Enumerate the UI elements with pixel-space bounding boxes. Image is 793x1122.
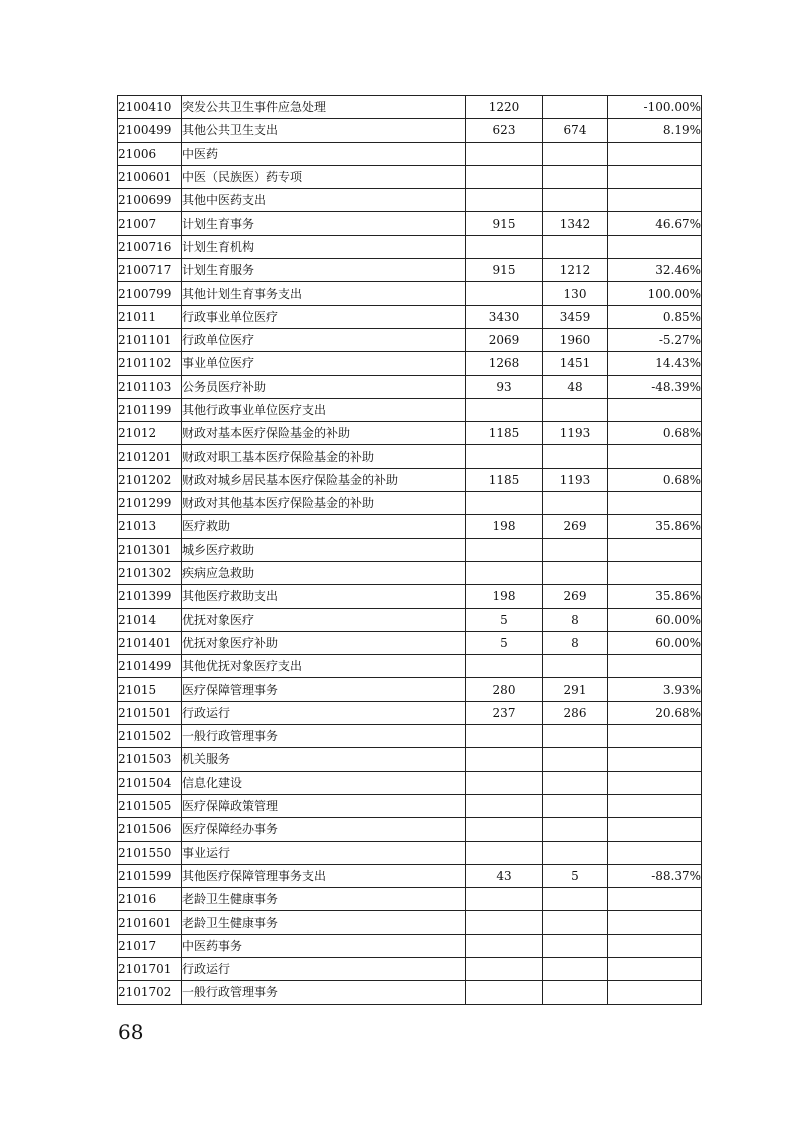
change-pct-cell bbox=[608, 165, 702, 188]
value-2-cell bbox=[543, 748, 608, 771]
change-pct-cell: 3.93% bbox=[608, 678, 702, 701]
page-number: 68 bbox=[118, 1020, 144, 1044]
value-2-cell: 5 bbox=[543, 864, 608, 887]
change-pct-cell bbox=[608, 957, 702, 980]
value-1-cell: 915 bbox=[466, 259, 543, 282]
code-cell: 2101501 bbox=[118, 701, 182, 724]
value-1-cell: 915 bbox=[466, 212, 543, 235]
code-cell: 21016 bbox=[118, 888, 182, 911]
table-row bbox=[118, 888, 702, 911]
code-cell: 2101399 bbox=[118, 585, 182, 608]
table-row bbox=[118, 142, 702, 165]
value-2-cell bbox=[543, 771, 608, 794]
item-name-cell: 其他公共卫生支出 bbox=[182, 119, 466, 142]
value-2-cell: 8 bbox=[543, 608, 608, 631]
item-name-cell: 其他医疗保障管理事务支出 bbox=[182, 864, 466, 887]
value-1-cell: 5 bbox=[466, 631, 543, 654]
value-2-cell: 269 bbox=[543, 585, 608, 608]
table-row bbox=[118, 398, 702, 421]
code-cell: 2101201 bbox=[118, 445, 182, 468]
value-1-cell bbox=[466, 981, 543, 1004]
table-row bbox=[118, 794, 702, 817]
value-2-cell: 3459 bbox=[543, 305, 608, 328]
change-pct-cell: -5.27% bbox=[608, 328, 702, 351]
value-1-cell bbox=[466, 189, 543, 212]
value-1-cell bbox=[466, 934, 543, 957]
value-2-cell: 1451 bbox=[543, 352, 608, 375]
item-name-cell: 优抚对象医疗补助 bbox=[182, 631, 466, 654]
table-row bbox=[118, 235, 702, 258]
change-pct-cell: 8.19% bbox=[608, 119, 702, 142]
table-row bbox=[118, 818, 702, 841]
change-pct-cell bbox=[608, 492, 702, 515]
table-row bbox=[118, 585, 702, 608]
value-2-cell bbox=[543, 235, 608, 258]
table-row bbox=[118, 492, 702, 515]
value-1-cell bbox=[466, 445, 543, 468]
code-cell: 2101505 bbox=[118, 794, 182, 817]
table-row bbox=[118, 911, 702, 934]
item-name-cell: 计划生育服务 bbox=[182, 259, 466, 282]
value-1-cell: 1220 bbox=[466, 96, 543, 119]
code-cell: 2101601 bbox=[118, 911, 182, 934]
table-row bbox=[118, 864, 702, 887]
item-name-cell: 老龄卫生健康事务 bbox=[182, 888, 466, 911]
change-pct-cell bbox=[608, 981, 702, 1004]
value-1-cell: 280 bbox=[466, 678, 543, 701]
code-cell: 21006 bbox=[118, 142, 182, 165]
value-1-cell bbox=[466, 794, 543, 817]
value-1-cell bbox=[466, 538, 543, 561]
code-cell: 2101504 bbox=[118, 771, 182, 794]
item-name-cell: 一般行政管理事务 bbox=[182, 981, 466, 1004]
item-name-cell: 城乡医疗救助 bbox=[182, 538, 466, 561]
item-name-cell: 其他中医药支出 bbox=[182, 189, 466, 212]
budget-table bbox=[117, 95, 702, 1005]
change-pct-cell: 60.00% bbox=[608, 631, 702, 654]
change-pct-cell bbox=[608, 235, 702, 258]
change-pct-cell: 46.67% bbox=[608, 212, 702, 235]
change-pct-cell: 32.46% bbox=[608, 259, 702, 282]
code-cell: 21014 bbox=[118, 608, 182, 631]
value-2-cell bbox=[543, 561, 608, 584]
change-pct-cell bbox=[608, 771, 702, 794]
item-name-cell: 一般行政管理事务 bbox=[182, 725, 466, 748]
change-pct-cell bbox=[608, 794, 702, 817]
table-body bbox=[118, 96, 702, 1005]
change-pct-cell: -100.00% bbox=[608, 96, 702, 119]
value-1-cell bbox=[466, 818, 543, 841]
item-name-cell: 行政运行 bbox=[182, 957, 466, 980]
item-name-cell: 中医（民族医）药专项 bbox=[182, 165, 466, 188]
change-pct-cell bbox=[608, 142, 702, 165]
code-cell: 2101103 bbox=[118, 375, 182, 398]
item-name-cell: 其他计划生育事务支出 bbox=[182, 282, 466, 305]
code-cell: 2101503 bbox=[118, 748, 182, 771]
value-2-cell: 1342 bbox=[543, 212, 608, 235]
code-cell: 2101302 bbox=[118, 561, 182, 584]
change-pct-cell: -48.39% bbox=[608, 375, 702, 398]
code-cell: 21017 bbox=[118, 934, 182, 957]
code-cell: 21012 bbox=[118, 422, 182, 445]
code-cell: 21015 bbox=[118, 678, 182, 701]
value-2-cell bbox=[543, 398, 608, 421]
value-1-cell bbox=[466, 165, 543, 188]
item-name-cell: 信息化建设 bbox=[182, 771, 466, 794]
value-2-cell: 269 bbox=[543, 515, 608, 538]
table-row bbox=[118, 608, 702, 631]
table-row bbox=[118, 189, 702, 212]
item-name-cell: 医疗保障管理事务 bbox=[182, 678, 466, 701]
item-name-cell: 事业运行 bbox=[182, 841, 466, 864]
value-1-cell: 3430 bbox=[466, 305, 543, 328]
value-1-cell: 1185 bbox=[466, 422, 543, 445]
value-2-cell bbox=[543, 142, 608, 165]
value-1-cell bbox=[466, 561, 543, 584]
change-pct-cell bbox=[608, 398, 702, 421]
value-2-cell bbox=[543, 538, 608, 561]
value-2-cell bbox=[543, 96, 608, 119]
item-name-cell: 其他优抚对象医疗支出 bbox=[182, 655, 466, 678]
item-name-cell: 医疗保障经办事务 bbox=[182, 818, 466, 841]
item-name-cell: 计划生育机构 bbox=[182, 235, 466, 258]
table-row bbox=[118, 538, 702, 561]
code-cell: 2101702 bbox=[118, 981, 182, 1004]
value-1-cell: 623 bbox=[466, 119, 543, 142]
table-row bbox=[118, 748, 702, 771]
item-name-cell: 行政单位医疗 bbox=[182, 328, 466, 351]
item-name-cell: 行政事业单位医疗 bbox=[182, 305, 466, 328]
value-2-cell bbox=[543, 934, 608, 957]
change-pct-cell bbox=[608, 189, 702, 212]
change-pct-cell bbox=[608, 445, 702, 468]
value-1-cell bbox=[466, 142, 543, 165]
item-name-cell: 优抚对象医疗 bbox=[182, 608, 466, 631]
table-row bbox=[118, 259, 702, 282]
code-cell: 2101499 bbox=[118, 655, 182, 678]
item-name-cell: 行政运行 bbox=[182, 701, 466, 724]
change-pct-cell: 60.00% bbox=[608, 608, 702, 631]
item-name-cell: 其他行政事业单位医疗支出 bbox=[182, 398, 466, 421]
value-2-cell bbox=[543, 165, 608, 188]
change-pct-cell bbox=[608, 934, 702, 957]
code-cell: 21011 bbox=[118, 305, 182, 328]
value-2-cell bbox=[543, 911, 608, 934]
change-pct-cell: 0.85% bbox=[608, 305, 702, 328]
table-row bbox=[118, 515, 702, 538]
value-2-cell: 130 bbox=[543, 282, 608, 305]
item-name-cell: 财政对基本医疗保险基金的补助 bbox=[182, 422, 466, 445]
value-2-cell bbox=[543, 725, 608, 748]
code-cell: 2100716 bbox=[118, 235, 182, 258]
value-1-cell bbox=[466, 841, 543, 864]
code-cell: 2101550 bbox=[118, 841, 182, 864]
item-name-cell: 医疗救助 bbox=[182, 515, 466, 538]
item-name-cell: 疾病应急救助 bbox=[182, 561, 466, 584]
value-1-cell bbox=[466, 282, 543, 305]
change-pct-cell bbox=[608, 655, 702, 678]
value-1-cell: 93 bbox=[466, 375, 543, 398]
table-row bbox=[118, 352, 702, 375]
table-row bbox=[118, 422, 702, 445]
code-cell: 2101102 bbox=[118, 352, 182, 375]
value-1-cell bbox=[466, 957, 543, 980]
change-pct-cell bbox=[608, 748, 702, 771]
code-cell: 2100699 bbox=[118, 189, 182, 212]
value-2-cell bbox=[543, 655, 608, 678]
value-2-cell: 1212 bbox=[543, 259, 608, 282]
code-cell: 2101502 bbox=[118, 725, 182, 748]
table-row bbox=[118, 725, 702, 748]
change-pct-cell: 0.68% bbox=[608, 468, 702, 491]
value-2-cell bbox=[543, 492, 608, 515]
change-pct-cell bbox=[608, 538, 702, 561]
change-pct-cell bbox=[608, 725, 702, 748]
value-2-cell: 1193 bbox=[543, 422, 608, 445]
table-row bbox=[118, 305, 702, 328]
value-1-cell: 198 bbox=[466, 585, 543, 608]
code-cell: 2101701 bbox=[118, 957, 182, 980]
table-row bbox=[118, 655, 702, 678]
table-row bbox=[118, 678, 702, 701]
value-1-cell bbox=[466, 748, 543, 771]
value-2-cell: 1193 bbox=[543, 468, 608, 491]
table-row bbox=[118, 957, 702, 980]
table-row bbox=[118, 561, 702, 584]
value-2-cell: 8 bbox=[543, 631, 608, 654]
value-2-cell bbox=[543, 841, 608, 864]
value-1-cell bbox=[466, 725, 543, 748]
code-cell: 2101199 bbox=[118, 398, 182, 421]
change-pct-cell bbox=[608, 888, 702, 911]
value-1-cell bbox=[466, 235, 543, 258]
change-pct-cell bbox=[608, 841, 702, 864]
table-row bbox=[118, 328, 702, 351]
item-name-cell: 财政对城乡居民基本医疗保险基金的补助 bbox=[182, 468, 466, 491]
table-row bbox=[118, 631, 702, 654]
change-pct-cell: 14.43% bbox=[608, 352, 702, 375]
item-name-cell: 老龄卫生健康事务 bbox=[182, 911, 466, 934]
value-2-cell: 1960 bbox=[543, 328, 608, 351]
value-2-cell bbox=[543, 957, 608, 980]
value-2-cell bbox=[543, 794, 608, 817]
value-2-cell: 48 bbox=[543, 375, 608, 398]
value-2-cell bbox=[543, 888, 608, 911]
value-2-cell bbox=[543, 981, 608, 1004]
table-row bbox=[118, 841, 702, 864]
code-cell: 2100410 bbox=[118, 96, 182, 119]
code-cell: 2101599 bbox=[118, 864, 182, 887]
table-row bbox=[118, 701, 702, 724]
value-1-cell bbox=[466, 655, 543, 678]
code-cell: 2101401 bbox=[118, 631, 182, 654]
change-pct-cell: 35.86% bbox=[608, 515, 702, 538]
change-pct-cell bbox=[608, 818, 702, 841]
code-cell: 2100799 bbox=[118, 282, 182, 305]
change-pct-cell bbox=[608, 911, 702, 934]
value-1-cell bbox=[466, 492, 543, 515]
change-pct-cell bbox=[608, 561, 702, 584]
item-name-cell: 其他医疗救助支出 bbox=[182, 585, 466, 608]
code-cell: 21013 bbox=[118, 515, 182, 538]
change-pct-cell: 100.00% bbox=[608, 282, 702, 305]
item-name-cell: 财政对其他基本医疗保险基金的补助 bbox=[182, 492, 466, 515]
table-row bbox=[118, 96, 702, 119]
item-name-cell: 中医药事务 bbox=[182, 934, 466, 957]
table-row bbox=[118, 282, 702, 305]
table-row bbox=[118, 212, 702, 235]
code-cell: 2100717 bbox=[118, 259, 182, 282]
change-pct-cell: 0.68% bbox=[608, 422, 702, 445]
table-row bbox=[118, 375, 702, 398]
table-row bbox=[118, 165, 702, 188]
value-1-cell bbox=[466, 888, 543, 911]
item-name-cell: 公务员医疗补助 bbox=[182, 375, 466, 398]
code-cell: 2101301 bbox=[118, 538, 182, 561]
value-1-cell: 198 bbox=[466, 515, 543, 538]
item-name-cell: 中医药 bbox=[182, 142, 466, 165]
change-pct-cell: -88.37% bbox=[608, 864, 702, 887]
value-1-cell bbox=[466, 398, 543, 421]
value-1-cell: 43 bbox=[466, 864, 543, 887]
value-2-cell: 286 bbox=[543, 701, 608, 724]
code-cell: 2100601 bbox=[118, 165, 182, 188]
table-row bbox=[118, 119, 702, 142]
change-pct-cell: 35.86% bbox=[608, 585, 702, 608]
change-pct-cell: 20.68% bbox=[608, 701, 702, 724]
value-2-cell: 291 bbox=[543, 678, 608, 701]
value-1-cell: 237 bbox=[466, 701, 543, 724]
item-name-cell: 机关服务 bbox=[182, 748, 466, 771]
value-1-cell: 1185 bbox=[466, 468, 543, 491]
table-row bbox=[118, 934, 702, 957]
value-1-cell: 5 bbox=[466, 608, 543, 631]
code-cell: 21007 bbox=[118, 212, 182, 235]
code-cell: 2101101 bbox=[118, 328, 182, 351]
value-2-cell: 674 bbox=[543, 119, 608, 142]
value-1-cell bbox=[466, 771, 543, 794]
value-1-cell bbox=[466, 911, 543, 934]
code-cell: 2101202 bbox=[118, 468, 182, 491]
item-name-cell: 计划生育事务 bbox=[182, 212, 466, 235]
item-name-cell: 医疗保障政策管理 bbox=[182, 794, 466, 817]
item-name-cell: 财政对职工基本医疗保险基金的补助 bbox=[182, 445, 466, 468]
value-2-cell bbox=[543, 445, 608, 468]
value-1-cell: 2069 bbox=[466, 328, 543, 351]
table-row bbox=[118, 771, 702, 794]
item-name-cell: 突发公共卫生事件应急处理 bbox=[182, 96, 466, 119]
item-name-cell: 事业单位医疗 bbox=[182, 352, 466, 375]
value-1-cell: 1268 bbox=[466, 352, 543, 375]
code-cell: 2101506 bbox=[118, 818, 182, 841]
code-cell: 2100499 bbox=[118, 119, 182, 142]
code-cell: 2101299 bbox=[118, 492, 182, 515]
value-2-cell bbox=[543, 189, 608, 212]
table-row bbox=[118, 468, 702, 491]
table-row bbox=[118, 445, 702, 468]
table-row bbox=[118, 981, 702, 1004]
value-2-cell bbox=[543, 818, 608, 841]
